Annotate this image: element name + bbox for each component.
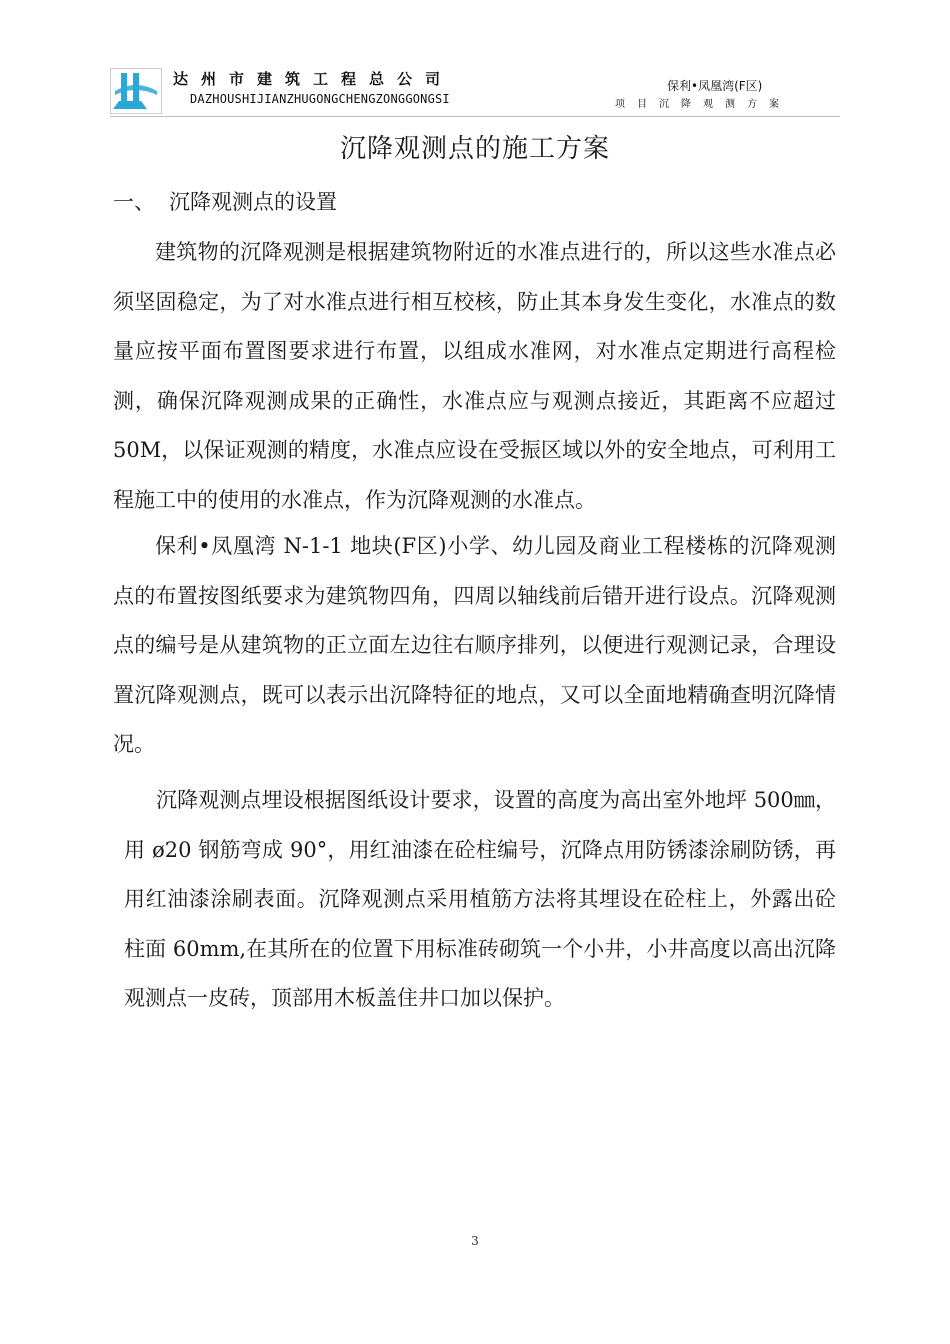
document-title: 沉降观测点的施工方案	[339, 134, 610, 164]
company-name-en: DAZHOUSHIJIANZHUGONGCHENGZONGGONGSI	[190, 92, 450, 106]
paragraph-embedding: 沉降观测点埋设根据图纸设计要求，设置的高度为高出室外地坪 500㎜，用 ø20 钢筋弯成 90°，用红油漆在砼柱编号，沉降点用防锈漆涂刷防锈，再用红油漆涂刷表面。沉降观测点采用植筋方法将其埋设在砼柱上，外露出砼柱面 60mm,在其所在的位置下用标准砖砌筑一个小井，小井高度以高出沉降观测点一皮砖，顶部用木板盖住井口加以保护。	[124, 788, 836, 1010]
project-subtitle: 项目沉降观测方案	[615, 99, 791, 110]
page-header	[110, 66, 840, 116]
project-name: 保利•凤凰湾(F区)	[667, 79, 763, 93]
company-logo-icon	[111, 69, 161, 113]
section-heading	[113, 186, 337, 216]
paragraph-layout: 保利•凤凰湾 N-1-1 地块(F区)小学、幼儿园及商业工程楼栋的沉降观测点的布置按图纸要求为建筑物四角，四周以轴线前后错开进行设点。沉降观测点的编号是从建筑物的正立面左边往右顺序排列，以便进行观测记录，合理设置沉降观测点，既可以表示出沉降特征的地点，又可以全面地精确查明沉降情况。	[113, 534, 836, 756]
section-number: 一、	[113, 190, 155, 214]
company-name-cn: 达州市建筑工程总公司	[173, 70, 454, 88]
header-divider	[110, 116, 840, 117]
company-logo	[110, 68, 162, 114]
paragraph-benchmark: 建筑物的沉降观测是根据建筑物附近的水准点进行的，所以这些水准点必须坚固稳定，为了对水准点进行相互校核，防止其本身发生变化，水准点的数量应按平面布置图要求进行布置，以组成水准网，对水准点定期进行高程检测，确保沉降观测成果的正确性，水准点应与观测点接近，其距离不应超过 50M，以保证观测的精度，水准点应设在受振区域以外的安全地点，可利用工程施工中的使用的水准点，作为沉降观测的水准点。	[113, 240, 836, 512]
page-number: 3	[471, 1234, 479, 1248]
section-title: 沉降观测点的设置	[169, 190, 337, 214]
